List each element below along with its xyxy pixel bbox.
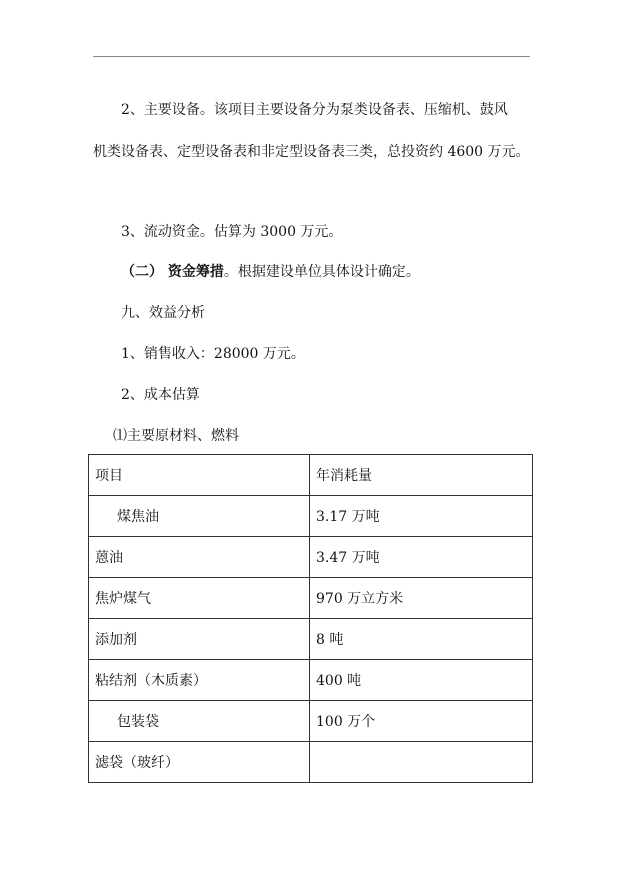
header-consumption: 年消耗量 <box>310 455 533 496</box>
header-item: 项目 <box>89 455 310 496</box>
section-heading-benefit-analysis: 九、效益分析 <box>121 305 205 321</box>
paragraph-cost-estimate: 2、成本估算 <box>121 387 200 403</box>
row-consumption <box>310 742 533 783</box>
row-consumption: 100 万个 <box>310 701 533 742</box>
table-row <box>89 660 533 701</box>
funding-text: 。根据建设单位具体设计确定。 <box>223 264 420 280</box>
table-header-row <box>89 455 533 496</box>
table-row <box>89 619 533 660</box>
paragraph-main-equipment-line1: 2、主要设备。该项目主要设备分为泵类设备表、压缩机、鼓风 <box>121 102 508 118</box>
table-row <box>89 578 533 619</box>
row-consumption: 3.17 万吨 <box>310 496 533 537</box>
table-row <box>89 537 533 578</box>
table-row <box>89 742 533 783</box>
row-consumption: 970 万立方米 <box>310 578 533 619</box>
table-row <box>89 701 533 742</box>
paragraph-working-capital: 3、流动资金。估算为 3000 万元。 <box>121 224 343 240</box>
table-row <box>89 496 533 537</box>
header-rule <box>93 56 530 57</box>
materials-table <box>88 454 533 783</box>
row-item: 粘结剂（木质素） <box>89 660 310 701</box>
paragraph-sales-revenue: 1、销售收入：28000 万元。 <box>121 346 305 362</box>
table-caption: ⑴主要原材料、燃料 <box>113 428 239 444</box>
row-consumption: 8 吨 <box>310 619 533 660</box>
funding-heading: （二） 资金筹措 <box>121 264 224 280</box>
row-item: 煤焦油 <box>89 496 310 537</box>
paragraph-funding <box>121 263 420 281</box>
row-item: 添加剂 <box>89 619 310 660</box>
paragraph-main-equipment-line2: 机类设备表、定型设备表和非定型设备表三类，总投资约 4600 万元。 <box>93 144 530 160</box>
row-consumption: 400 吨 <box>310 660 533 701</box>
row-consumption: 3.47 万吨 <box>310 537 533 578</box>
row-item: 焦炉煤气 <box>89 578 310 619</box>
row-item: 滤袋（玻纤） <box>89 742 310 783</box>
row-item: 包装袋 <box>89 701 310 742</box>
row-item: 蒽油 <box>89 537 310 578</box>
